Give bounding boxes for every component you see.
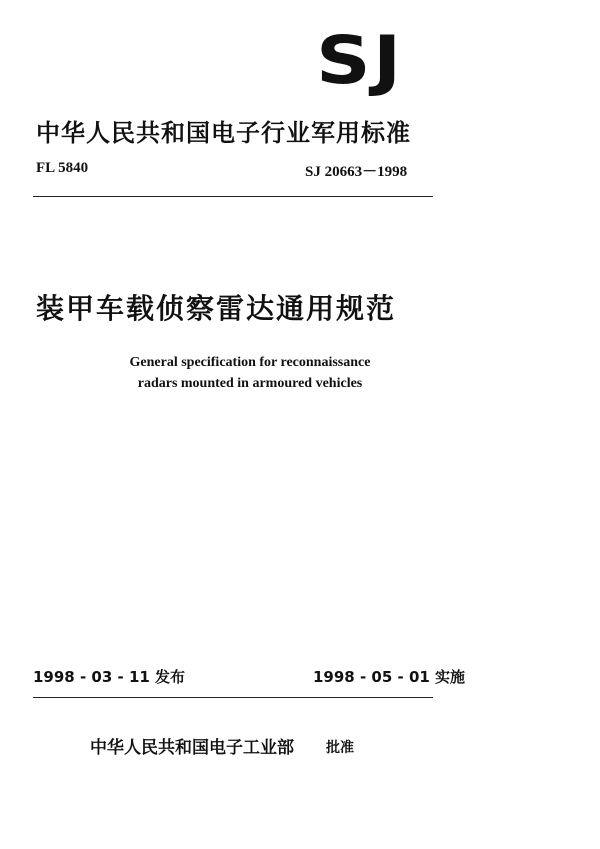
document-title-chinese: 装甲车载侦察雷达通用规范 (36, 292, 397, 325)
bottom-divider (33, 697, 433, 698)
title-en-line-1: General specification for reconnaissance (129, 355, 371, 370)
implementation-date: 1998 - 05 - 01 实施 (313, 668, 466, 686)
sj-logo: SJ (316, 22, 404, 99)
classification-code: FL 5840 (36, 160, 89, 176)
title-en-line-2: radars mounted in armoured vehicles (137, 376, 363, 391)
document-title-english (90, 352, 410, 394)
standard-body-heading: 中华人民共和国电子行业军用标准 (36, 119, 411, 147)
approval-label: 批准 (326, 740, 354, 756)
issue-date: 1998 - 03 - 11 发布 (33, 668, 186, 686)
top-divider (33, 196, 433, 197)
standard-number: SJ 20663－1998 (305, 164, 408, 180)
approving-authority: 中华人民共和国电子工业部 (90, 738, 294, 758)
